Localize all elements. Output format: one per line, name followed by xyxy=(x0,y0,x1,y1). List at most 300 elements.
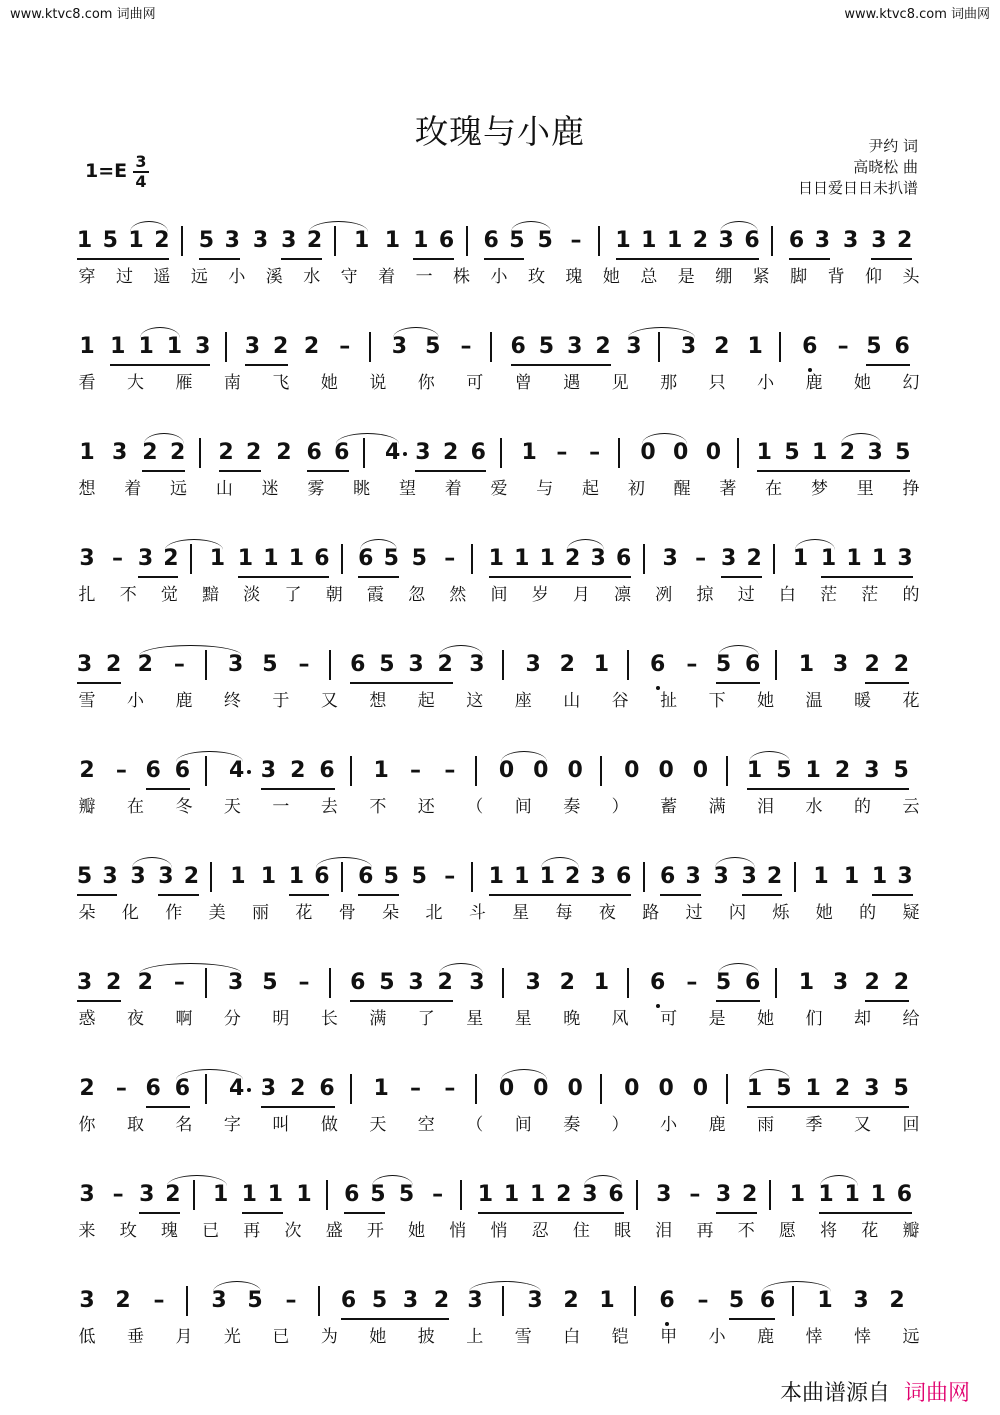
note: 2 xyxy=(766,864,783,889)
note: 2 xyxy=(864,652,880,677)
augmentation-dot xyxy=(247,770,251,774)
note: 2 xyxy=(79,758,95,783)
note: 6 xyxy=(145,758,161,783)
bar-line xyxy=(775,968,777,998)
lyric-char: 溪 xyxy=(265,267,283,287)
note: 2 xyxy=(437,970,453,995)
lyric-char: 给 xyxy=(902,1009,920,1029)
bar-line xyxy=(225,332,227,362)
beam-underline xyxy=(344,1212,385,1214)
beam-underline xyxy=(865,1000,909,1002)
lyric-char: ） xyxy=(611,797,629,817)
lyric-char: （ xyxy=(466,1115,484,1135)
lyric-char: 她 xyxy=(854,373,872,393)
note: 3 xyxy=(469,970,485,995)
dash-extension: – xyxy=(556,440,568,465)
dash-extension: – xyxy=(432,1182,444,1207)
note: 5 xyxy=(425,334,441,359)
dash-extension: – xyxy=(410,1076,422,1101)
note: 3 xyxy=(76,970,93,995)
beam-underline xyxy=(341,1318,449,1320)
note: 2 xyxy=(154,228,170,253)
note: 1 xyxy=(354,228,370,253)
dash-extension: – xyxy=(115,758,127,783)
lyric-char: 星 xyxy=(514,1009,532,1029)
bar-line xyxy=(318,1286,320,1316)
lyric-char: 朝 xyxy=(325,585,343,605)
slur xyxy=(140,327,180,338)
slur xyxy=(372,1175,413,1186)
bar-line xyxy=(794,862,796,892)
lyric-char: 月 xyxy=(572,585,590,605)
note: 5 xyxy=(379,652,395,677)
note: 5 xyxy=(866,334,882,359)
note: 1 xyxy=(539,546,555,571)
note: 2 xyxy=(169,440,186,465)
beam-underline xyxy=(789,258,830,260)
note: 3 xyxy=(281,228,297,253)
note: 4 xyxy=(228,1076,245,1101)
beam-underline xyxy=(871,258,912,260)
note: 1 xyxy=(813,864,829,889)
note: 6 xyxy=(650,652,666,677)
note: 1 xyxy=(870,1182,886,1207)
note: 5 xyxy=(247,1288,263,1313)
slur xyxy=(841,433,881,444)
note: 3 xyxy=(590,546,606,571)
slur xyxy=(501,1069,547,1080)
lyric-char: 天 xyxy=(223,797,241,817)
note: 6 xyxy=(470,440,486,465)
transcriber: 日日爱日日未扒谱 xyxy=(797,179,918,197)
note: 1 xyxy=(288,864,305,889)
lyric-char: 斗 xyxy=(468,903,486,923)
watermark-right: www.ktvc8.com 词曲网 xyxy=(844,7,990,22)
note: 2 xyxy=(115,1288,131,1313)
note: 2 xyxy=(303,334,320,359)
rest: 0 xyxy=(533,1076,549,1101)
dash-extension: – xyxy=(444,1076,456,1101)
lyric-char: 铠 xyxy=(611,1327,629,1347)
note: 3 xyxy=(195,334,211,359)
lyric-char: 雨 xyxy=(757,1115,775,1135)
rest: 0 xyxy=(567,758,583,783)
time-signature-top: 3 xyxy=(133,153,149,173)
beam-underline xyxy=(199,258,240,260)
lyric-char: 她 xyxy=(369,1327,387,1347)
lyric-char: 黯 xyxy=(202,585,220,605)
note: 1 xyxy=(79,440,95,465)
note: 6 xyxy=(350,970,366,995)
lyric-char: 小 xyxy=(126,691,144,711)
note: 1 xyxy=(237,546,254,571)
lyric-char: 着 xyxy=(378,267,396,287)
note: 5 xyxy=(102,228,118,253)
lyric-char: 小 xyxy=(660,1115,678,1135)
bar-line xyxy=(466,226,468,256)
note: 1 xyxy=(296,1182,312,1207)
note: 6 xyxy=(358,546,374,571)
rest: 0 xyxy=(624,1076,640,1101)
bar-line xyxy=(636,1180,638,1210)
bar-line xyxy=(627,968,629,998)
note: 5 xyxy=(893,1076,909,1101)
lyric-char: 朵 xyxy=(382,903,400,923)
lyric-char: 远 xyxy=(190,267,208,287)
beam-underline xyxy=(146,788,190,790)
beam-underline xyxy=(142,470,185,472)
beam-underline xyxy=(716,1000,760,1002)
lyric-char: 忽 xyxy=(408,585,426,605)
note: 3 xyxy=(525,652,541,677)
note: 5 xyxy=(379,970,395,995)
note: 3 xyxy=(590,864,606,889)
note: 4 xyxy=(228,758,245,783)
lyric-char: 悄 xyxy=(449,1221,467,1241)
note: 5 xyxy=(411,864,427,889)
note: 6 xyxy=(319,1076,335,1101)
lyric-char: 做 xyxy=(320,1115,338,1135)
slur xyxy=(309,221,368,232)
note: 6 xyxy=(306,440,322,465)
lyric-char: 醒 xyxy=(673,479,691,499)
note: 1 xyxy=(820,546,837,571)
beam-underline xyxy=(415,470,485,472)
beam-underline xyxy=(289,894,329,896)
note: 3 xyxy=(626,334,642,359)
beam-underline xyxy=(757,470,911,472)
note: 2 xyxy=(137,970,153,995)
lyric-char: 名 xyxy=(175,1115,193,1135)
lyric-char: 飞 xyxy=(272,373,290,393)
beam-underline xyxy=(819,1212,912,1214)
note: 2 xyxy=(563,1288,579,1313)
note: 3 xyxy=(685,864,701,889)
note: 1 xyxy=(373,758,389,783)
slur xyxy=(130,221,168,232)
note: 1 xyxy=(805,1076,821,1101)
lyric-char: 一 xyxy=(272,797,290,817)
lyric-char: 终 xyxy=(223,691,241,711)
lyric-char: 挣 xyxy=(902,479,920,499)
bar-line xyxy=(490,332,492,362)
bar-line xyxy=(775,650,777,680)
note: 3 xyxy=(408,970,424,995)
note: 3 xyxy=(897,546,913,571)
lyric-char: 她 xyxy=(602,267,620,287)
note: 3 xyxy=(680,334,697,359)
note: 5 xyxy=(76,864,93,889)
note: 6 xyxy=(894,334,910,359)
dash-extension: – xyxy=(173,652,185,677)
slur xyxy=(541,857,578,868)
lyric-char: 掠 xyxy=(696,585,714,605)
note: 6 xyxy=(744,970,761,995)
lyric-char: 穿 xyxy=(78,267,96,287)
note: 3 xyxy=(897,864,913,889)
note: 6 xyxy=(145,1076,161,1101)
note: 6 xyxy=(744,652,761,677)
note: 3 xyxy=(832,652,849,677)
lyric-char: 白 xyxy=(778,585,796,605)
bar-line xyxy=(181,226,183,256)
note: 5 xyxy=(370,1182,386,1207)
note: 5 xyxy=(776,758,792,783)
lyric-char: 山 xyxy=(563,691,581,711)
bar-line xyxy=(769,1180,771,1210)
lyric-char: 水 xyxy=(805,797,823,817)
lyric-char: 了 xyxy=(284,585,302,605)
lyric-char: （ xyxy=(466,797,484,817)
score-row xyxy=(0,536,1000,626)
bar-line xyxy=(737,438,739,468)
note: 3 xyxy=(842,228,859,253)
lyric-char: 夜 xyxy=(598,903,616,923)
slur xyxy=(501,751,547,762)
dash-extension: – xyxy=(689,1182,701,1207)
note: 5 xyxy=(728,1288,745,1313)
lyric-char: 你 xyxy=(78,1115,96,1135)
lyric-char: 她 xyxy=(757,1009,775,1029)
lyric-char: 开 xyxy=(366,1221,384,1241)
lyric-char: 泪 xyxy=(655,1221,673,1241)
beam-underline xyxy=(242,1212,283,1214)
slur xyxy=(749,751,790,762)
note: 2 xyxy=(218,440,234,465)
score-row xyxy=(0,960,1000,1050)
lyric-char: 雪 xyxy=(514,1327,532,1347)
lyric-char: 只 xyxy=(708,373,726,393)
lyric-char: ） xyxy=(611,1115,629,1135)
lyric-char: 又 xyxy=(320,691,338,711)
slur xyxy=(642,433,687,444)
beam-underline xyxy=(77,1000,121,1002)
lyric-char: 不 xyxy=(119,585,137,605)
lyric-char: 花 xyxy=(295,903,313,923)
note: 1 xyxy=(209,546,226,571)
note: 2 xyxy=(433,1288,450,1313)
lyric-char: 霞 xyxy=(366,585,384,605)
note: 2 xyxy=(746,546,762,571)
note: 2 xyxy=(163,546,179,571)
lyric-char: 还 xyxy=(417,797,435,817)
note: 1 xyxy=(529,1182,546,1207)
lyric-char: 满 xyxy=(369,1009,387,1029)
note: 2 xyxy=(183,864,200,889)
slur xyxy=(144,433,184,444)
slur xyxy=(132,857,172,868)
lyric-char: 为 xyxy=(320,1327,338,1347)
score-row xyxy=(0,642,1000,732)
note: 3 xyxy=(139,1182,155,1207)
note: 3 xyxy=(469,652,485,677)
lyric-char: 披 xyxy=(417,1327,435,1347)
note: 2 xyxy=(273,334,289,359)
slur xyxy=(439,645,483,656)
note: 1 xyxy=(373,1076,389,1101)
slur xyxy=(176,1069,242,1080)
note: 2 xyxy=(741,1182,758,1207)
note: 5 xyxy=(398,1182,415,1207)
note: 6 xyxy=(802,334,818,359)
note: 2 xyxy=(105,970,122,995)
bar-line xyxy=(627,650,629,680)
slur xyxy=(360,539,397,550)
lyric-char: 长 xyxy=(320,1009,338,1029)
lyric-char: 星 xyxy=(466,1009,484,1029)
lyric-char: 玫 xyxy=(119,1221,137,1241)
lyric-char: 茫 xyxy=(861,585,879,605)
lyric-char: 悻 xyxy=(805,1327,823,1347)
note: 6 xyxy=(616,546,632,571)
lyric-char: 鹿 xyxy=(757,1327,775,1347)
lyric-char: 你 xyxy=(417,373,435,393)
dash-extension: – xyxy=(695,546,707,571)
lyric-char: 垂 xyxy=(126,1327,144,1347)
note: 2 xyxy=(893,970,909,995)
lyric-char: 可 xyxy=(660,1009,678,1029)
note: 1 xyxy=(798,970,815,995)
lyric-char: 住 xyxy=(572,1221,590,1241)
lyric-char: 的 xyxy=(902,585,920,605)
lyric-char: 烁 xyxy=(772,903,790,923)
lyric-char: 看 xyxy=(78,373,96,393)
bar-line xyxy=(475,756,477,786)
lyric-char: 的 xyxy=(859,903,877,923)
key-signature: 1=E xyxy=(85,160,128,182)
bar-line xyxy=(369,332,371,362)
note: 1 xyxy=(477,1182,494,1207)
lyric-char: 南 xyxy=(223,373,241,393)
note: 1 xyxy=(641,228,657,253)
dash-extension: – xyxy=(444,864,456,889)
note: 1 xyxy=(593,652,610,677)
note: 2 xyxy=(306,228,323,253)
beam-underline xyxy=(350,1000,452,1002)
slur xyxy=(511,221,551,232)
dash-extension: – xyxy=(686,652,698,677)
slur xyxy=(749,1069,790,1080)
note: 3 xyxy=(228,970,244,995)
note: 3 xyxy=(408,652,424,677)
lyric-char: 次 xyxy=(284,1221,302,1241)
lyric-char: 说 xyxy=(369,373,387,393)
lyric-char: 冬 xyxy=(175,797,193,817)
beam-underline xyxy=(721,576,761,578)
beam-underline xyxy=(478,1212,624,1214)
beam-underline xyxy=(77,894,117,896)
note: 2 xyxy=(834,758,851,783)
lyric-char: 奏 xyxy=(563,1115,581,1135)
note: 4 xyxy=(385,440,401,465)
lyric-char: 北 xyxy=(425,903,443,923)
beam-underline xyxy=(872,894,912,896)
lyric-char: 啊 xyxy=(175,1009,193,1029)
note: 2 xyxy=(142,440,158,465)
note: 5 xyxy=(509,228,525,253)
note: 5 xyxy=(776,1076,792,1101)
note: 1 xyxy=(413,228,429,253)
dash-extension: – xyxy=(444,758,456,783)
note: 5 xyxy=(893,758,909,783)
rest: 0 xyxy=(624,758,640,783)
lyric-char: 间 xyxy=(514,1115,532,1135)
note: 3 xyxy=(715,1182,732,1207)
note: 1 xyxy=(138,334,154,359)
note: 1 xyxy=(212,1182,229,1207)
lyric-char: 间 xyxy=(490,585,508,605)
note: 3 xyxy=(567,334,583,359)
note: 3 xyxy=(525,970,541,995)
lyric-char: 小 xyxy=(708,1327,726,1347)
note: 2 xyxy=(137,652,153,677)
beam-underline xyxy=(139,1212,180,1214)
bar-line xyxy=(779,332,781,362)
lyric-char: 鹿 xyxy=(175,691,193,711)
note: 1 xyxy=(384,228,401,253)
slur xyxy=(628,327,695,338)
bar-line xyxy=(471,544,473,574)
lyric-char: 爱 xyxy=(490,479,508,499)
beam-underline xyxy=(158,894,198,896)
lyric-char: 花 xyxy=(861,1221,879,1241)
note: 1 xyxy=(488,864,504,889)
lyric-char: 紧 xyxy=(752,267,770,287)
note: 1 xyxy=(817,1288,833,1313)
note: 1 xyxy=(76,228,93,253)
note: 1 xyxy=(599,1288,615,1313)
lyric-char: 间 xyxy=(514,797,532,817)
lyric-char: 眺 xyxy=(353,479,371,499)
note: 1 xyxy=(747,334,763,359)
lyric-char: 又 xyxy=(854,1115,872,1135)
note: 2 xyxy=(437,652,453,677)
beam-underline xyxy=(350,682,452,684)
lyric-char: 季 xyxy=(805,1115,823,1135)
note: 6 xyxy=(334,440,350,465)
lyric-char: 仰 xyxy=(865,267,883,287)
dash-extension: – xyxy=(460,334,472,359)
note: 2 xyxy=(246,440,262,465)
note: 6 xyxy=(483,228,499,253)
note: 6 xyxy=(174,758,191,783)
note: 6 xyxy=(608,1182,624,1207)
lyric-char: 的 xyxy=(854,797,872,817)
lyric-char: 朵 xyxy=(78,903,96,923)
bar-line xyxy=(471,862,473,892)
lyric-char: 再 xyxy=(243,1221,261,1241)
lyric-char: 惑 xyxy=(78,1009,96,1029)
lyric-char: 满 xyxy=(708,797,726,817)
bar-line xyxy=(726,1074,728,1104)
bar-line xyxy=(634,1286,636,1316)
note: 1 xyxy=(789,1182,806,1207)
slur xyxy=(469,1281,541,1292)
time-signature-bottom: 4 xyxy=(135,172,147,191)
note: 1 xyxy=(539,864,555,889)
note: 2 xyxy=(290,1076,306,1101)
note: 6 xyxy=(616,864,632,889)
bar-line xyxy=(618,438,620,468)
note: 1 xyxy=(230,864,246,889)
dash-extension: – xyxy=(115,1076,127,1101)
dash-extension: – xyxy=(153,1288,165,1313)
note: 2 xyxy=(692,228,709,253)
slur xyxy=(213,1281,261,1292)
note: 3 xyxy=(853,1288,869,1313)
bar-line xyxy=(329,968,331,998)
note: 1 xyxy=(756,440,772,465)
